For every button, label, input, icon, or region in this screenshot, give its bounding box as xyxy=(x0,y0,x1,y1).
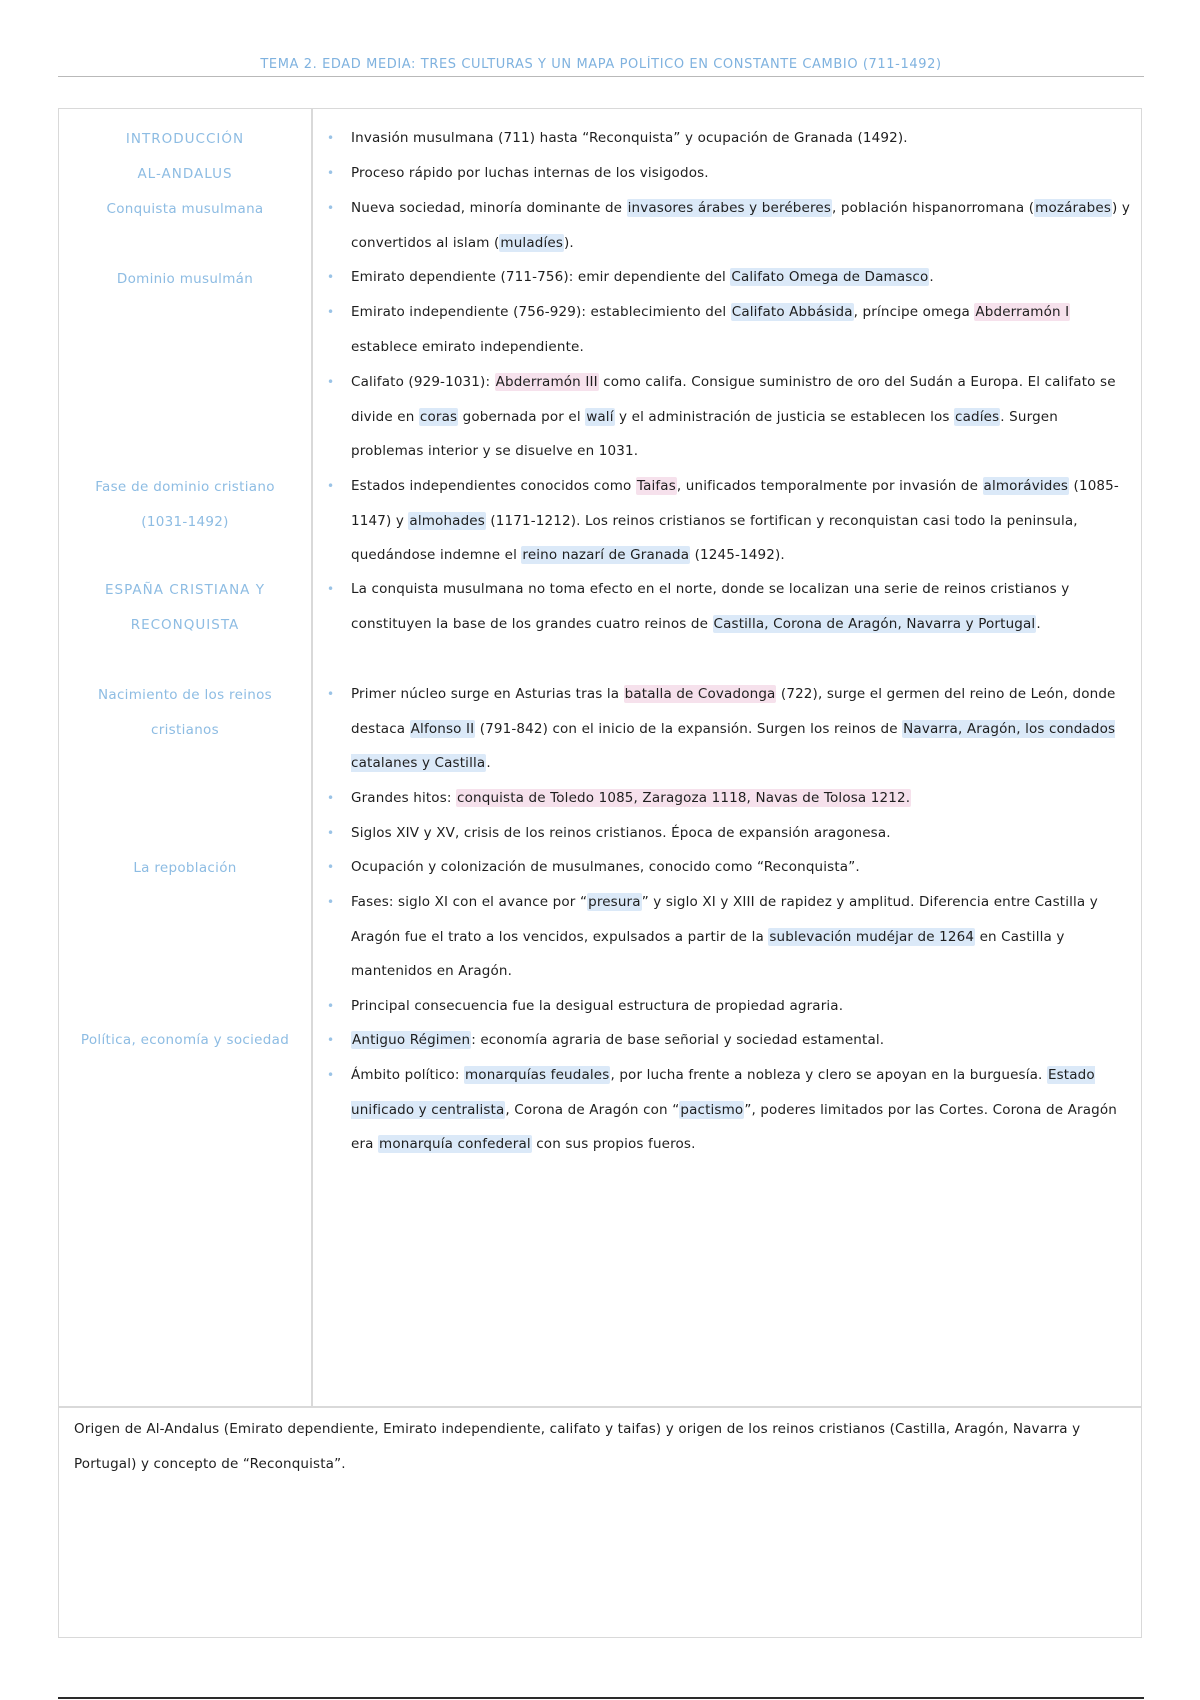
highlight: Alfonso II xyxy=(410,720,475,737)
bullet-text: Grandes hitos: xyxy=(351,790,457,806)
cue-column-divider xyxy=(311,108,313,1406)
highlight: almorávides xyxy=(983,478,1069,494)
bullet-text: Principal consecuencia fue la desigual estructura de propiedad agraria. xyxy=(351,998,844,1014)
highlight: muladíes xyxy=(500,234,564,251)
bullet-text: ”, poderes limitados por las Cortes. Corona de Aragón era xyxy=(351,1101,1117,1152)
highlight: walí xyxy=(586,408,614,425)
bullet-text: La conquista musulmana no toma efecto en el norte, donde se localizan una serie de reinos cristianos y constituyen la base de los grandes cuatro reinos de xyxy=(351,581,1070,632)
bullet-text: ). xyxy=(564,234,574,251)
bullet-text: Emirato independiente (756-929): establecimiento del xyxy=(351,304,731,320)
highlight: Estado unificado y centralista xyxy=(351,1067,1095,1118)
bullet-text: Siglos XIV y XV, crisis de los reinos cristianos. Época de expansión aragonesa. xyxy=(351,825,891,841)
bullet-text: . xyxy=(929,269,934,285)
highlight: Abderramón I xyxy=(975,304,1070,320)
cue-al-andalus: AL-ANDALUS xyxy=(137,166,233,182)
bullet-text: , por lucha frente a nobleza y clero se apoyan en la burguesía. xyxy=(610,1067,1047,1083)
note-bullet xyxy=(351,365,1131,469)
cue-conquista-musulmana: Conquista musulmana xyxy=(106,201,264,217)
note-bullet xyxy=(351,816,1131,851)
summary-text: Origen de Al-Andalus (Emirato dependiente, Emirato independiente, califato y taifas) y origen de los reinos cristianos (Castilla, Aragón, Navarra y Portugal) y concepto de “Reconquista”. xyxy=(74,1421,1081,1472)
highlight: coras xyxy=(419,408,458,425)
bullet-text: con sus propios fueros. xyxy=(531,1136,696,1152)
highlight: conquista de Toledo 1085, Zaragoza 1118, Navas de Tolosa 1212. xyxy=(457,790,911,806)
highlight: Taifas xyxy=(636,478,676,494)
note-bullet xyxy=(351,1023,1131,1058)
bullet-text: Nueva sociedad, minoría dominante de xyxy=(351,200,627,216)
bullet-text: , Corona de Aragón con “ xyxy=(505,1101,680,1118)
highlight: reino nazarí de Granada xyxy=(522,547,690,563)
highlight: Califato Abbásida xyxy=(731,304,853,320)
bullet-text: Invasión musulmana (711) hasta “Reconquista” y ocupación de Granada (1492). xyxy=(351,130,908,146)
bullet-text: (722), surge el germen del reino de León, donde destaca xyxy=(351,686,1116,737)
summary-divider xyxy=(58,1406,1142,1408)
bullet-text: Proceso rápido por luchas internas de los visigodos. xyxy=(351,165,709,181)
bullet-text: , población hispanorromana ( xyxy=(832,200,1035,216)
note-bullet xyxy=(351,156,1131,191)
highlight: monarquía confederal xyxy=(379,1136,531,1152)
bullet-text: gobernada por el xyxy=(458,408,586,425)
note-bullet xyxy=(351,572,1131,641)
highlight: sublevación mudéjar de 1264 xyxy=(769,928,975,945)
cue-cristianos: cristianos xyxy=(151,722,219,738)
cue-politica-economia-sociedad: Política, economía y sociedad xyxy=(80,1032,290,1048)
note-bullet xyxy=(351,295,1131,364)
cue-reconquista: RECONQUISTA xyxy=(130,617,240,633)
highlight: presura xyxy=(588,894,641,910)
page-title: TEMA 2. EDAD MEDIA: TRES CULTURAS Y UN MAPA POLÍTICO EN CONSTANTE CAMBIO (711-1492) xyxy=(58,56,1144,77)
highlight: mozárabes xyxy=(1035,200,1112,216)
highlight: batalla de Covadonga xyxy=(624,686,776,702)
note-bullet xyxy=(351,260,1131,295)
cue-dominio-musulman: Dominio musulmán xyxy=(116,271,254,287)
note-bullet xyxy=(351,989,1131,1024)
bullet-text: Fases: siglo XI con el avance por “ xyxy=(351,894,588,910)
bullet-text: como califa. Consigue suministro de oro del Sudán a Europa. El califato se divide en xyxy=(351,374,1116,425)
highlight: Navarra, Aragón, los condados catalanes y Castilla xyxy=(351,720,1116,771)
highlight: almohades xyxy=(409,512,485,529)
bullet-text: (791-842) con el inicio de la expansión. Surgen los reinos de xyxy=(475,720,903,737)
bullet-text: (1085-1147) y xyxy=(351,478,1119,529)
bullet-text: . Surgen problemas interior y se disuelve en 1031. xyxy=(351,408,1058,459)
bullet-text: . xyxy=(486,755,491,771)
bullet-text: establece emirato independiente. xyxy=(351,338,584,355)
bullet-text: (1245-1492). xyxy=(690,547,785,563)
bullet-text: : economía agraria de base señorial y sociedad estamental. xyxy=(471,1032,885,1048)
note-bullet xyxy=(351,191,1131,260)
bullet-text: Primer núcleo surge en Asturias tras la xyxy=(351,686,624,702)
note-bullet xyxy=(351,469,1131,573)
highlight: invasores árabes y beréberes xyxy=(627,200,832,216)
bullet-text: ) y convertidos al islam ( xyxy=(351,200,1131,251)
bullet-text: , príncipe omega xyxy=(853,304,975,320)
cue-repoblacion: La repoblación xyxy=(133,860,237,876)
bullet-text: ” y siglo XI y XIII de rapidez y amplitud. Diferencia entre Castilla y Aragón fue el trato a los vencidos, expulsados a partir de la xyxy=(351,894,1098,945)
note-bullet xyxy=(351,121,1131,156)
bullet-text: Emirato dependiente (711-756): emir dependiente del xyxy=(351,269,731,285)
bullet-text: . xyxy=(1036,615,1041,632)
cue-nacimiento-reinos: Nacimiento de los reinos xyxy=(97,687,272,703)
note-bullet xyxy=(351,1058,1131,1162)
cue-fase-dominio-years: (1031-1492) xyxy=(141,514,229,530)
highlight: Califato Omega de Damasco xyxy=(731,269,929,285)
bullet-text: Ocupación y colonización de musulmanes, conocido como “Reconquista”. xyxy=(351,859,860,875)
cue-introduccion: INTRODUCCIÓN xyxy=(125,131,245,147)
bullet-text: en Castilla y mantenidos en Aragón. xyxy=(351,928,1065,979)
note-bullet xyxy=(351,850,1131,885)
highlight: pactismo xyxy=(680,1101,744,1118)
bullet-text: , unificados temporalmente por invasión de xyxy=(676,478,983,494)
highlight: cadíes xyxy=(955,408,1000,425)
note-bullet xyxy=(351,781,1131,816)
bullet-text: (1171-1212). Los reinos cristianos se fortifican y reconquistan casi todo la peninsula, quedándose indemne el xyxy=(351,512,1078,563)
bullet-text: Califato (929-1031): xyxy=(351,374,495,390)
bullet-text: Estados independientes conocidos como xyxy=(351,478,636,494)
highlight: Antiguo Régimen xyxy=(352,1032,471,1048)
note-bullet xyxy=(351,677,1131,781)
page-bottom-rule xyxy=(58,1697,1144,1699)
highlight: Abderramón III xyxy=(495,374,598,390)
cue-espana-cristiana: ESPAÑA CRISTIANA Y xyxy=(105,582,265,598)
highlight: Castilla, Corona de Aragón, Navarra y Portugal xyxy=(713,615,1036,632)
cue-fase-dominio-cristiano: Fase de dominio cristiano xyxy=(95,479,275,495)
note-bullet xyxy=(351,885,1131,989)
highlight: monarquías feudales xyxy=(465,1067,610,1083)
bullet-text: Ámbito político: xyxy=(351,1067,464,1083)
bullet-text: y el administración de justicia se establecen los xyxy=(614,408,955,425)
